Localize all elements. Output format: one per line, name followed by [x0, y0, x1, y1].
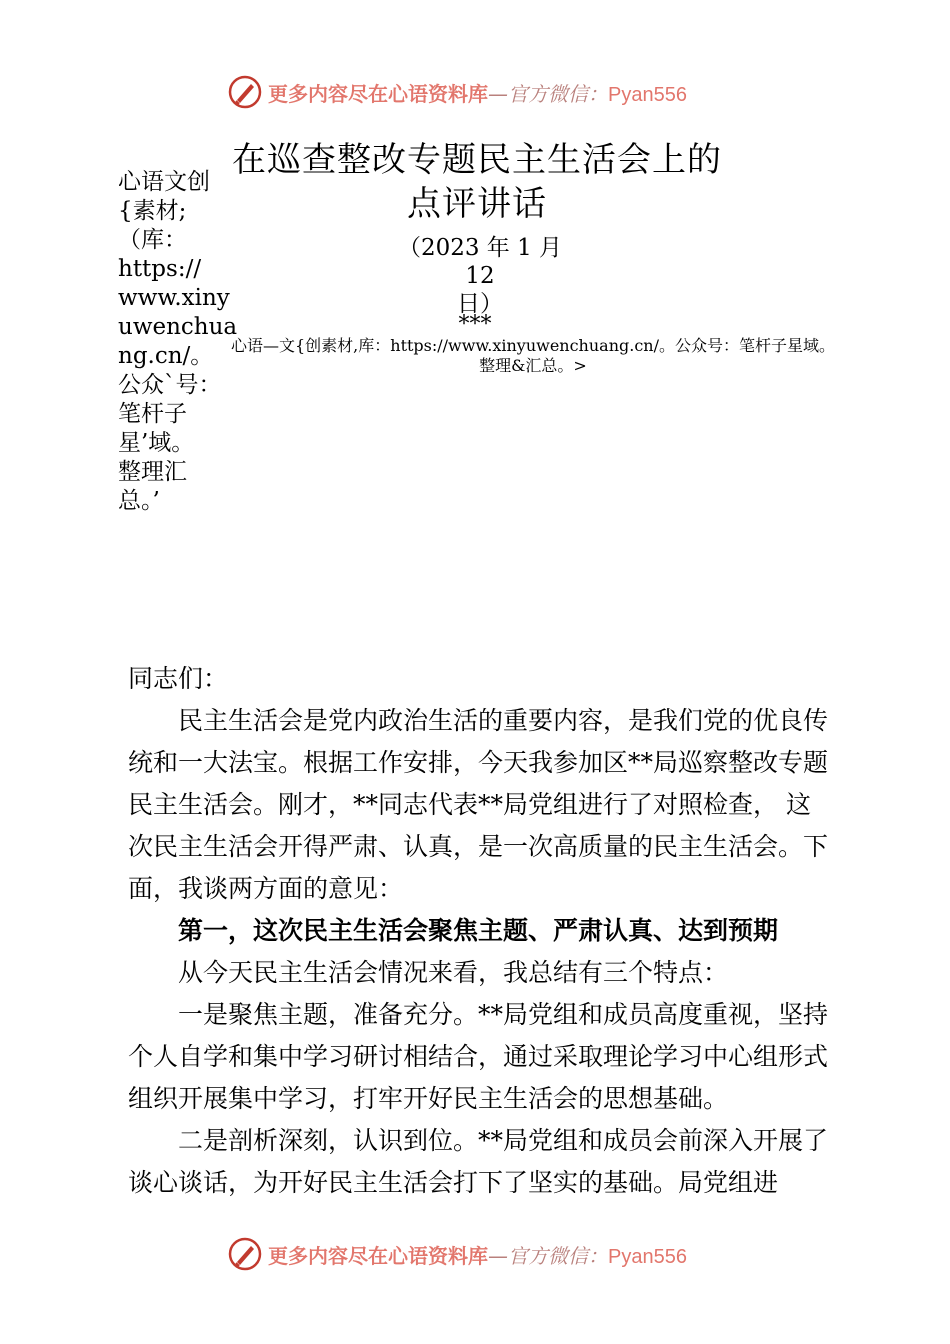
document-title [232, 138, 722, 226]
left-line: {素材; [118, 198, 187, 224]
source-note: 心语—文{创素材,库：https://www.xinyuwenchuang.cn/。公众号：笔杆子星域。整理&汇总。> [231, 336, 835, 375]
pen-logo-icon [227, 1236, 263, 1272]
paragraph: 民主生活会是党内政治生活的重要内容，是我们党的优良传统和一大法宝。根据工作安排，今天我参加区**局巡察整改专题民主生活会。刚才，**同志代表**局党组进行了对照检查， 这次民主生活会开得严肃、认真，是一次高质量的民主生活会。下面，我谈两方面的意见： [128, 706, 829, 903]
paragraph: 从今天民主生活会情况来看，我总结有三个特点： [178, 958, 729, 987]
watermark-id: Pyan556 [608, 1246, 687, 1268]
document-date [380, 234, 580, 318]
left-line: 心语文创 [118, 169, 210, 195]
watermark-label: 官方微信： [508, 82, 608, 106]
left-line: www.xiny [118, 285, 230, 311]
watermark-text [268, 78, 687, 107]
watermark-banner-top [0, 72, 950, 112]
date-line-1: （2023 年 1 月 12 [397, 235, 563, 289]
watermark-text [268, 1240, 687, 1269]
document-body [128, 658, 828, 1204]
watermark-main: 更多内容尽在心语资料库 [268, 82, 488, 106]
watermark-id: Pyan556 [608, 84, 687, 106]
left-line: 星’域。 [118, 430, 195, 456]
watermark-banner-bottom [0, 1234, 950, 1274]
left-column-note [118, 168, 238, 516]
watermark-sep: — [488, 1244, 508, 1268]
paragraph: 一是聚焦主题，准备充分。**局党组和成员高度重视，坚持个人自学和集中学习研讨相结合，通过采取理论学习中心组形式组织开展集中学习，打牢开好民主生活会的思想基础。 [128, 1000, 829, 1113]
author: *** [458, 312, 492, 337]
title-line-2: 点评讲话 [407, 184, 547, 224]
watermark-sep: — [488, 82, 508, 106]
left-line: （库： [118, 227, 187, 253]
date-line-2: 日） [457, 291, 503, 317]
left-line: 公众`号： [118, 372, 222, 398]
left-line: 整理汇 [118, 459, 187, 485]
left-line: 笔杆子 [118, 401, 187, 427]
left-line: uwenchua [118, 314, 238, 340]
left-line: https:// [118, 256, 202, 282]
watermark-label: 官方微信： [508, 1244, 608, 1268]
section-heading: 第一，这次民主生活会聚焦主题、严肃认真、达到预期 [178, 916, 779, 945]
left-line: ng.cn/。 [118, 343, 214, 369]
watermark-main: 更多内容尽在心语资料库 [268, 1244, 488, 1268]
paragraph: 二是剖析深刻，认识到位。**局党组和成员会前深入开展了谈心谈话，为开好民主生活会打下了坚实的基础。局党组进 [128, 1126, 829, 1197]
left-line: 总。’ [118, 488, 160, 514]
salutation: 同志们： [128, 664, 229, 693]
title-line-1: 在巡查整改专题民主生活会上的 [232, 140, 722, 180]
pen-logo-icon [227, 74, 263, 110]
